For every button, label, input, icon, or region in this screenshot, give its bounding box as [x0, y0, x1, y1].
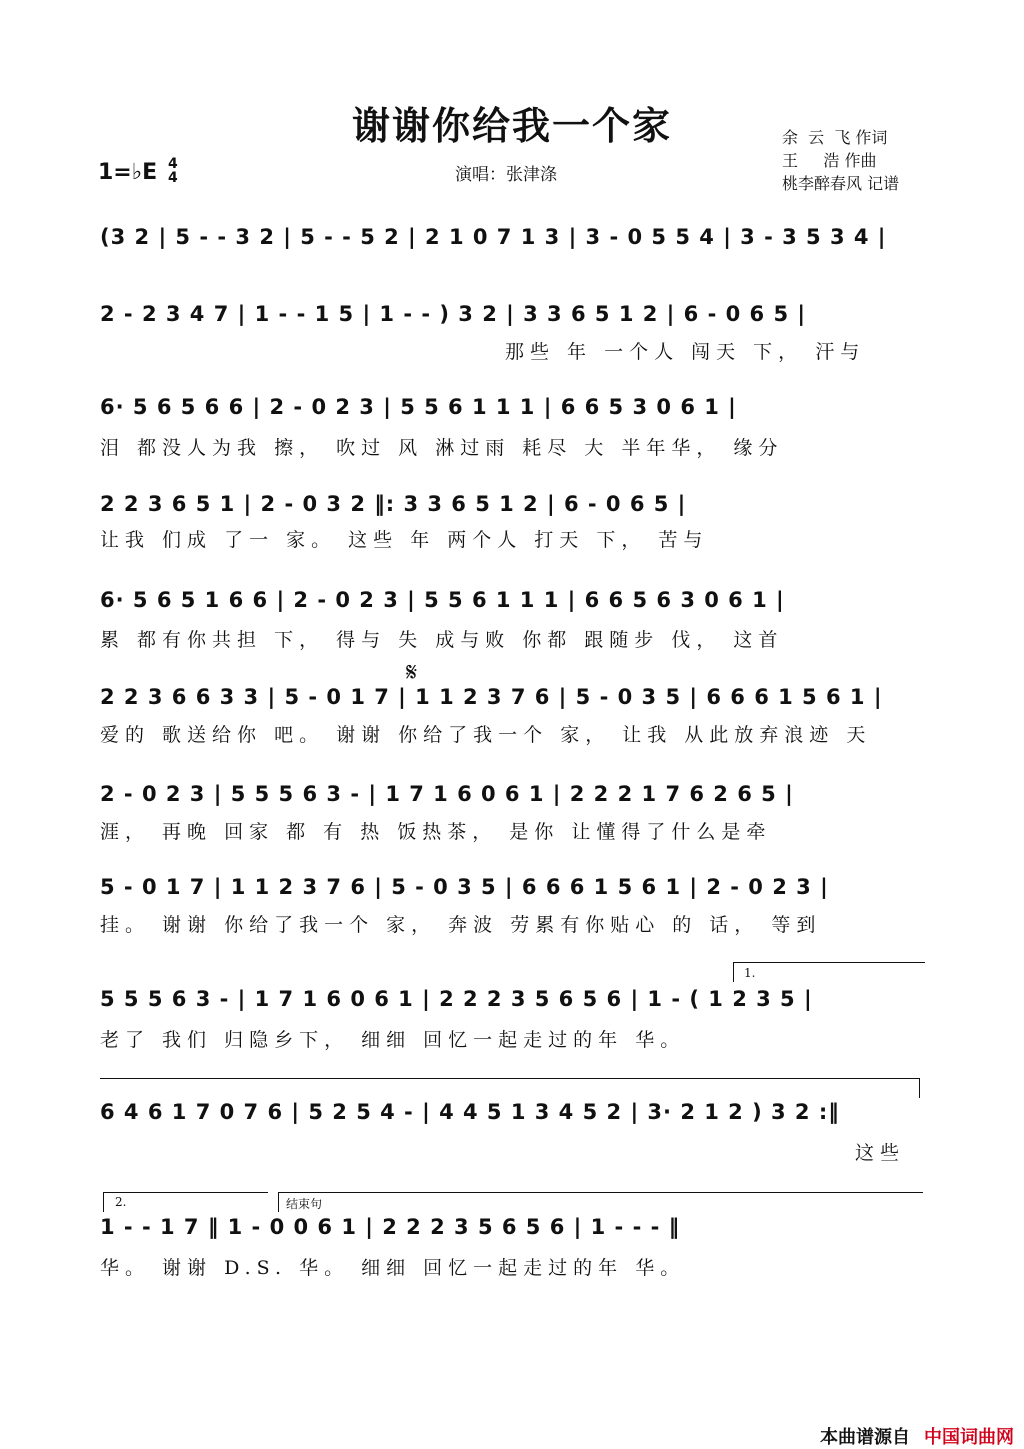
meter-bottom: 4: [168, 170, 178, 186]
notation-line-7: 2 - 0 2 3 | 5 5 5 6 3 - | 1 7 1 6 0 6 1 | 2 2 2 1 7 6 2 6 5 |: [100, 782, 794, 806]
volta-1-stem: [733, 962, 734, 982]
lyricist-credit: 余 云 飞 作词: [782, 128, 888, 147]
notation-line-2: 2 - 2 3 4 7 | 1 - - 1 5 | 1 - - ) 3 2 | 3 3 6 5 1 2 | 6 - 0 6 5 |: [100, 302, 807, 326]
volta-1-end: [919, 1078, 920, 1098]
notation-line-6: 2 2 3 6 6 3 3 | 5 - 0 1 7 | 1 1 2 3 7 6 | 5 - 0 3 5 | 6 6 6 1 5 6 1 |: [100, 685, 883, 709]
key-signature: 1=♭E: [98, 160, 158, 185]
notation-line-10: 6 4 6 1 7 0 7 6 | 5 2 5 4 - | 4 4 5 1 3 4 5 2 | 3· 2 1 2 ) 3 2 :‖: [100, 1100, 840, 1124]
source-label: 本曲谱源自: [820, 1427, 910, 1448]
lyrics-line-11: 华。 谢谢 D.S. 华。 细细 回忆一起走过的年 华。: [100, 1257, 686, 1279]
notation-line-11: 1 - - 1 7 ‖ 1 - 0 0 6 1 | 2 2 2 3 5 6 5 6 | 1 - - - ‖: [100, 1215, 681, 1239]
notation-line-1: (3 2 | 5 - - 3 2 | 5 - - 5 2 | 2 1 0 7 1 3 | 3 - 0 5 5 4 | 3 - 3 5 3 4 |: [100, 225, 887, 249]
lyrics-line-9: 老了 我们 归隐乡下， 细细 回忆一起走过的年 华。: [100, 1029, 686, 1051]
transcriber-credit: 桃李醉春风 记谱: [782, 174, 900, 193]
coda-label: 结束句: [286, 1197, 323, 1211]
singer-credit: 演唱：张津涤: [455, 165, 557, 185]
lyrics-line-7: 涯， 再晚 回家 都 有 热 饭热茶， 是你 让懂得了什么是牵: [100, 821, 772, 843]
composer-credit: 王 浩 作曲: [782, 151, 877, 170]
coda-stem: [278, 1192, 279, 1212]
volta-1-bracket: [733, 962, 925, 963]
notation-line-9: 5 5 5 6 3 - | 1 7 1 6 0 6 1 | 2 2 2 3 5 6 5 6 | 1 - ( 1 2 3 5 |: [100, 987, 813, 1011]
volta-2-stem: [103, 1192, 104, 1212]
time-signature: [168, 157, 178, 185]
volta-2-label: 2.: [115, 1195, 127, 1209]
notation-line-8: 5 - 0 1 7 | 1 1 2 3 7 6 | 5 - 0 3 5 | 6 6 6 1 5 6 1 | 2 - 0 2 3 |: [100, 875, 829, 899]
lyrics-line-5: 累 都有你共担 下， 得与 失 成与败 你都 跟随步 伐， 这首: [100, 629, 784, 651]
segno-mark: 𝄋: [406, 658, 418, 688]
coda-bracket: [278, 1192, 923, 1193]
volta-1-continuation: [100, 1078, 920, 1079]
notation-line-3: 6· 5 6 5 6 6 | 2 - 0 2 3 | 5 5 6 1 1 1 | 6 6 5 3 0 6 1 |: [100, 395, 737, 419]
lyrics-line-2: 那些 年 一个人 闯天 下， 汗与: [505, 341, 866, 363]
lyrics-line-10: 这些: [855, 1142, 906, 1164]
lyrics-line-8: 挂。 谢谢 你给了我一个 家， 奔波 劳累有你贴心 的 话， 等到: [100, 914, 822, 936]
lyrics-line-3: 泪 都没人为我 擦， 吹过 风 淋过雨 耗尽 大 半年华， 缘分: [100, 437, 784, 459]
notation-line-5: 6· 5 6 5 1 6 6 | 2 - 0 2 3 | 5 5 6 1 1 1 | 6 6 5 6 3 0 6 1 |: [100, 588, 785, 612]
notation-line-4: 2 2 3 6 5 1 | 2 - 0 3 2 ‖: 3 3 6 5 1 2 | 6 - 0 6 5 |: [100, 492, 687, 516]
lyrics-line-6: 爱的 歌送给你 吧。 谢谢 你给了我一个 家， 让我 从此放弃浪迹 天: [100, 724, 872, 746]
volta-1-label: 1.: [744, 966, 756, 980]
credits-block: [782, 126, 899, 195]
song-title: 谢谢你给我一个家: [351, 103, 672, 148]
source-footer: [820, 1423, 1014, 1449]
lyrics-line-4: 让我 们成 了一 家。 这些 年 两个人 打天 下， 苦与: [100, 529, 709, 551]
meter-top: 4: [168, 156, 178, 172]
volta-2-bracket: [103, 1192, 268, 1193]
source-site-link[interactable]: 中国词曲网: [924, 1427, 1014, 1448]
